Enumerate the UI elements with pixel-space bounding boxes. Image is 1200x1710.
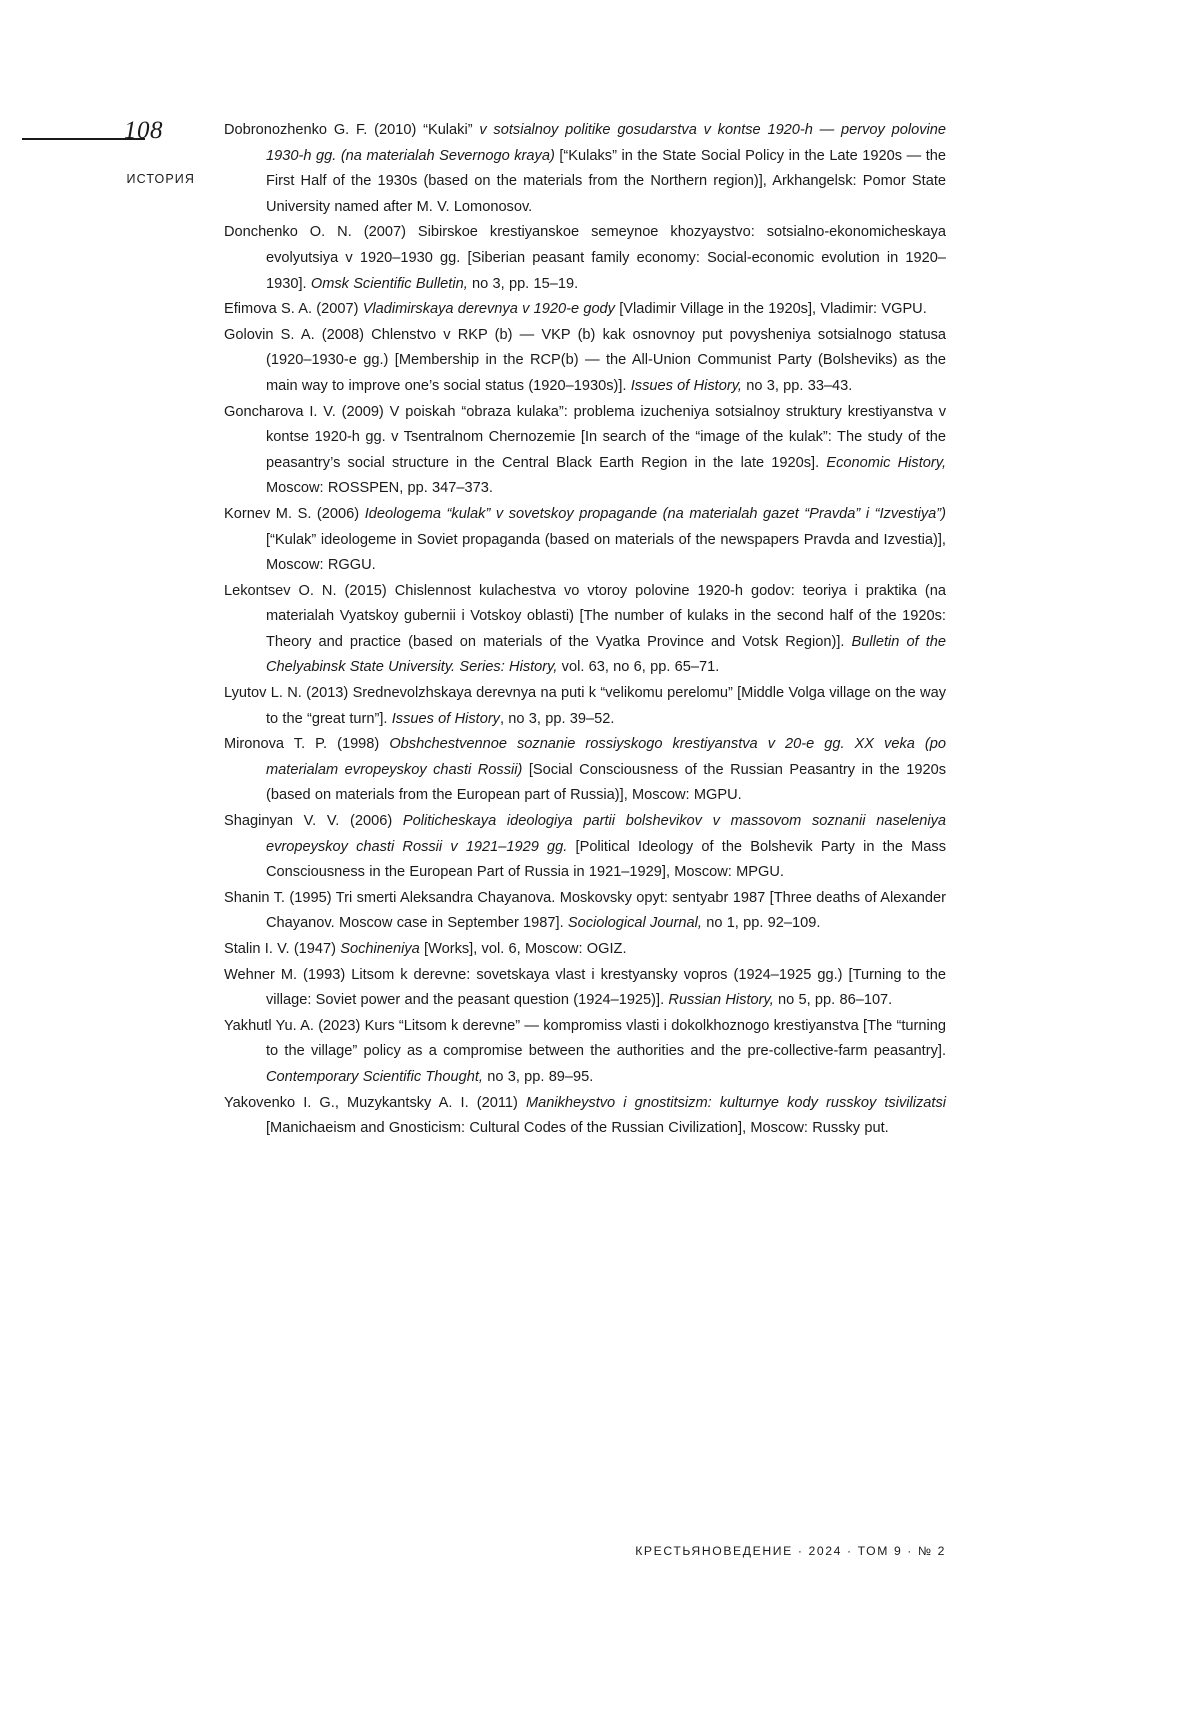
bibliography-entry: [224, 220, 946, 297]
reference-text: no 5, pp. 86–107.: [773, 992, 893, 1009]
reference-title-italic: Sochineniya: [340, 941, 420, 957]
reference-text: [Manichaeism and Gnosticism: Cultural Codes of the Russian Civilization], Moscow: Russky put.: [266, 1120, 889, 1137]
reference-title-italic: Issues of History,: [630, 377, 742, 394]
reference-text: [Vladimir Village in the 1920s], Vladimir: VGPU.: [614, 301, 927, 318]
reference-text: no 3, pp. 15–19.: [467, 275, 579, 292]
reference-title-italic: v sotsialnoy politike gosudarstva v kontse 1920-h — pervoy polovine 1930-h gg. (na materialah Severnogo kraya): [266, 122, 946, 164]
bibliography-entry: [224, 732, 946, 809]
reference-text: Mironova T. P. (1998): [224, 736, 390, 753]
reference-text: Golovin S. A. (2008) Chlenstvo v RKP (b) — VKP (b) kak osnovnoy put povysheniya sotsialnogo statusa (1920–1930-e gg.) [Membership in the RCP(b) — the All-Union Communist Party (Bolsheviks) as the main way to improve one’s social status (1920–1930s)].: [224, 326, 946, 394]
reference-title-italic: Vladimirskaya derevnya v 1920-e gody: [362, 301, 615, 318]
bibliography-entry: [224, 323, 946, 400]
reference-text: [Political Ideology of the Bolshevik Party in the Mass Consciousness in the European Part of Russia in 1921–1929], Moscow: MPGU.: [266, 838, 947, 881]
reference-text: Moscow: ROSSPEN, pp. 347–373.: [266, 480, 493, 497]
reference-text: [“Kulaks” in the State Social Policy in the Late 1920s — the First Half of the 1930s (based on the materials from the Northern region)], Arkhangelsk: Pomor State University named after M. V. Lomonosov.: [266, 147, 946, 215]
reference-text: Lekontsev O. N. (2015) Chislennost kulachestva vo vtoroy polovine 1920-h godov: teoriya i praktika (na materialah Vyatskoy gubernii i Votskoy oblasti) [The number of kulaks in the second half of the 1920s: Theory and practice (based on materials of the Vyatka Province and Votsk Region)].: [224, 582, 946, 650]
reference-text: [“Kulak” ideologeme in Soviet propaganda (based on materials of the newspapers Pravda and Izvestia)], Moscow: RGGU.: [266, 531, 946, 574]
reference-text: Yakhutl Yu. A. (2023) Kurs “Litsom k derevne” — kompromiss vlasti i dokolkhoznogo krestiyanstva [The “turning to the village” policy as a compromise between the authorities and the pre-collective-farm peasantry].: [224, 1017, 946, 1060]
reference-title-italic: Manikheystvo i gnostitsizm: kulturnye kody russkoy tsivilizatsi: [525, 1094, 946, 1111]
reference-text: Yakovenko I. G., Muzykantsky A. I. (2011): [224, 1094, 526, 1111]
reference-text: vol. 63, no 6, pp. 65–71.: [557, 659, 720, 676]
bibliography-entry: [224, 579, 946, 681]
reference-text: Dobronozhenko G. F. (2010) “Kulaki”: [224, 122, 480, 138]
reference-text: [Works], vol. 6, Moscow: OGIZ.: [419, 941, 627, 957]
bibliography-list: [224, 118, 946, 1142]
bibliography-entry: [224, 297, 946, 323]
reference-title-italic: Issues of History: [391, 710, 500, 727]
reference-title-italic: Obshchestvennoe soznanie rossiyskogo krestiyanstva v 20-e gg. XX veka (po materialam evropeyskoy chasti Rossii): [266, 736, 947, 778]
reference-text: Donchenko O. N. (2007) Sibirskoe krestiyanskoe semeynoe khozyaystvo: sotsialno-ekonomicheskaya evolyutsiya v 1920–1930 gg. [Siberian peasant family economy: Social-economic evolution in 1920–1930].: [224, 224, 946, 292]
reference-text: no 1, pp. 92–109.: [701, 915, 821, 932]
bibliography-entry: [224, 963, 946, 1014]
reference-text: no 3, pp. 89–95.: [482, 1068, 594, 1085]
reference-text: Goncharova I. V. (2009) V poiskah “obraza kulaka”: problema izucheniya sotsialnoy struktury krestiyanstva v kontse 1920-h gg. v Tsentralnom Chernozemie [In search of the “image of the kulak”: The study of the peasantry’s social structure in the Central Black Earth Region in the late 1920s].: [224, 403, 946, 471]
bibliography-entry: [224, 1091, 946, 1142]
reference-text: Kornev M. S. (2006): [224, 505, 365, 522]
bibliography-entry: [224, 937, 946, 963]
reference-title-italic: Economic History,: [826, 454, 946, 471]
reference-text: Shaginyan V. V. (2006): [224, 813, 403, 830]
reference-title-italic: Politicheskaya ideologiya partii bolshevikov v massovom soznanii naseleniya evropeyskoy chasti Rossii v 1921–1929 gg.: [266, 813, 946, 855]
reference-text: [Social Consciousness of the Russian Peasantry in the 1920s (based on materials from the European part of Russia)], Moscow: MGPU.: [266, 761, 947, 804]
reference-title-italic: Contemporary Scientific Thought,: [266, 1068, 483, 1085]
bibliography-entry: [224, 681, 946, 732]
section-label: ИСТОРИЯ: [126, 172, 195, 186]
reference-title-italic: Russian History,: [668, 992, 774, 1009]
reference-text: no 3, pp. 33–43.: [742, 377, 853, 394]
reference-text: Stalin I. V. (1947): [224, 941, 341, 957]
reference-text: Wehner M. (1993) Litsom k derevne: sovetskaya vlast i krestyansky vopros (1924–1925 gg.) [Turning to the village: Soviet power and the peasant question (1924–1925)].: [224, 966, 946, 1009]
bibliography-entry: [224, 502, 946, 579]
bibliography-entry: [224, 886, 946, 937]
bibliography-entry: [224, 1014, 946, 1091]
reference-title-italic: Bulletin of the Chelyabinsk State University. Series: History,: [266, 633, 946, 676]
reference-text: , no 3, pp. 39–52.: [499, 710, 615, 727]
bibliography-entry: [224, 400, 946, 502]
page-number: 108: [124, 117, 163, 144]
reference-title-italic: Omsk Scientific Bulletin,: [310, 275, 468, 292]
page-footer: КРЕСТЬЯНОВЕДЕНИЕ · 2024 · ТОМ 9 · № 2: [635, 1544, 946, 1558]
reference-title-italic: Ideologema “kulak” v sovetskoy propagande (na materialah gazet “Pravda” i “Izvestiya”): [364, 505, 946, 522]
bibliography-entry: [224, 809, 946, 886]
reference-title-italic: Sociological Journal,: [567, 915, 702, 932]
bibliography-entry: [224, 118, 946, 220]
reference-text: Efimova S. A. (2007): [224, 301, 363, 318]
reference-text: Lyutov L. N. (2013) Srednevolzhskaya derevnya na puti k “velikomu perelomu” [Middle Volga village on the way to the “great turn”].: [224, 685, 946, 727]
reference-text: Shanin T. (1995) Tri smerti Aleksandra Chayanova. Moskovsky opyt: sentyabr 1987 [Three deaths of Alexander Chayanov. Moscow case in September 1987].: [224, 889, 946, 932]
